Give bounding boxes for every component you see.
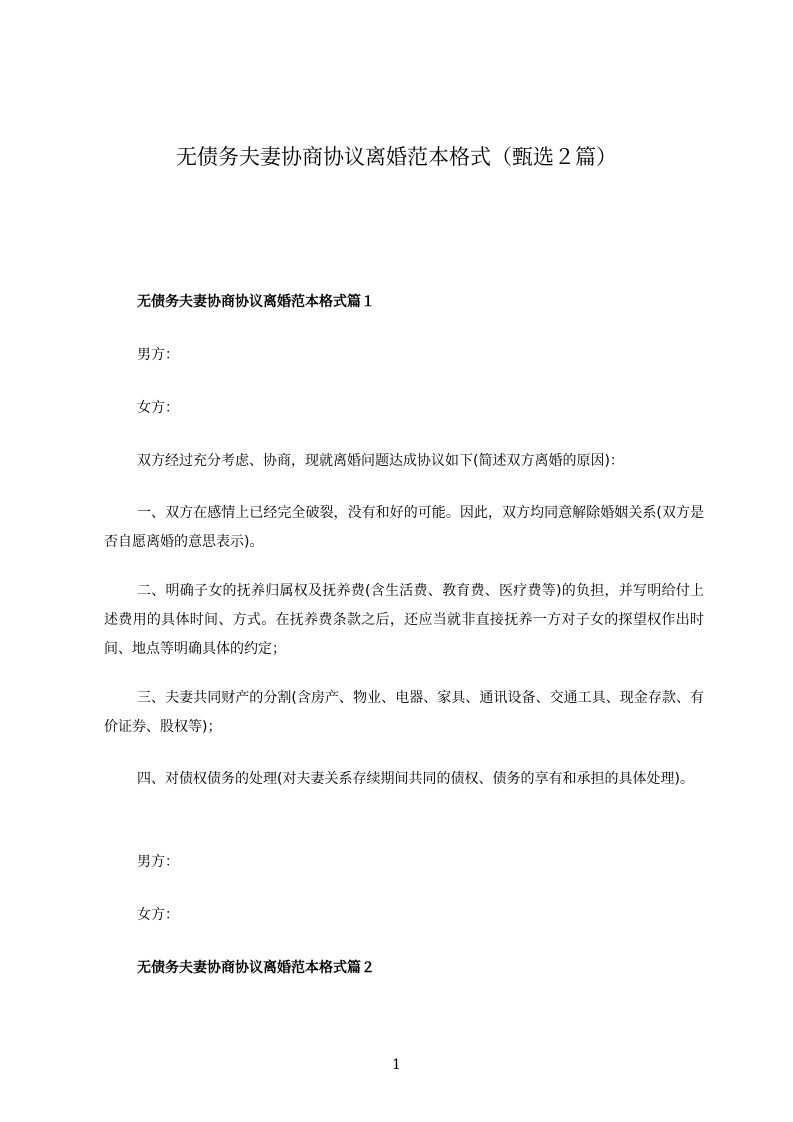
clause-4-paragraph: 四、对债权债务的处理(对夫妻关系存续期间共同的债权、债务的享有和承担的具体处理)。	[137, 771, 694, 787]
clause-2-paragraph: 二、明确子女的抚养归属权及抚养费(含生活费、教育费、医疗费等)的负担，并写明给付上述费用的具体时间、方式。在抚养费条款之后，还应当就非直接抚养一方对子女的探望权作出时间、地点等明确具体的约定；	[104, 583, 704, 657]
female-party-label-2: 女方：	[137, 907, 179, 923]
section-2-heading: 无债务夫妻协商协议离婚范本格式篇２	[137, 960, 375, 976]
clause-1-paragraph: 一、双方在感情上已经完全破裂，没有和好的可能。因此，双方均同意解除婚姻关系(双方是否自愿离婚的意思表示)。	[104, 505, 704, 550]
male-party-label: 男方：	[137, 347, 179, 363]
page-number: 1	[392, 1057, 401, 1073]
clause-3-paragraph: 三、夫妻共同财产的分割(含房产、物业、电器、家具、通讯设备、交通工具、现金存款、有价证券、股权等)；	[104, 690, 704, 735]
document-title: 无债务夫妻协商协议离婚范本格式（甄选２篇）	[176, 145, 617, 169]
section-1-heading: 无债务夫妻协商协议离婚范本格式篇１	[137, 294, 375, 310]
male-party-label-2: 男方：	[137, 854, 179, 870]
female-party-label: 女方：	[137, 400, 179, 416]
intro-paragraph: 双方经过充分考虑、协商，现就离婚问题达成协议如下(简述双方离婚的原因)：	[137, 453, 624, 469]
